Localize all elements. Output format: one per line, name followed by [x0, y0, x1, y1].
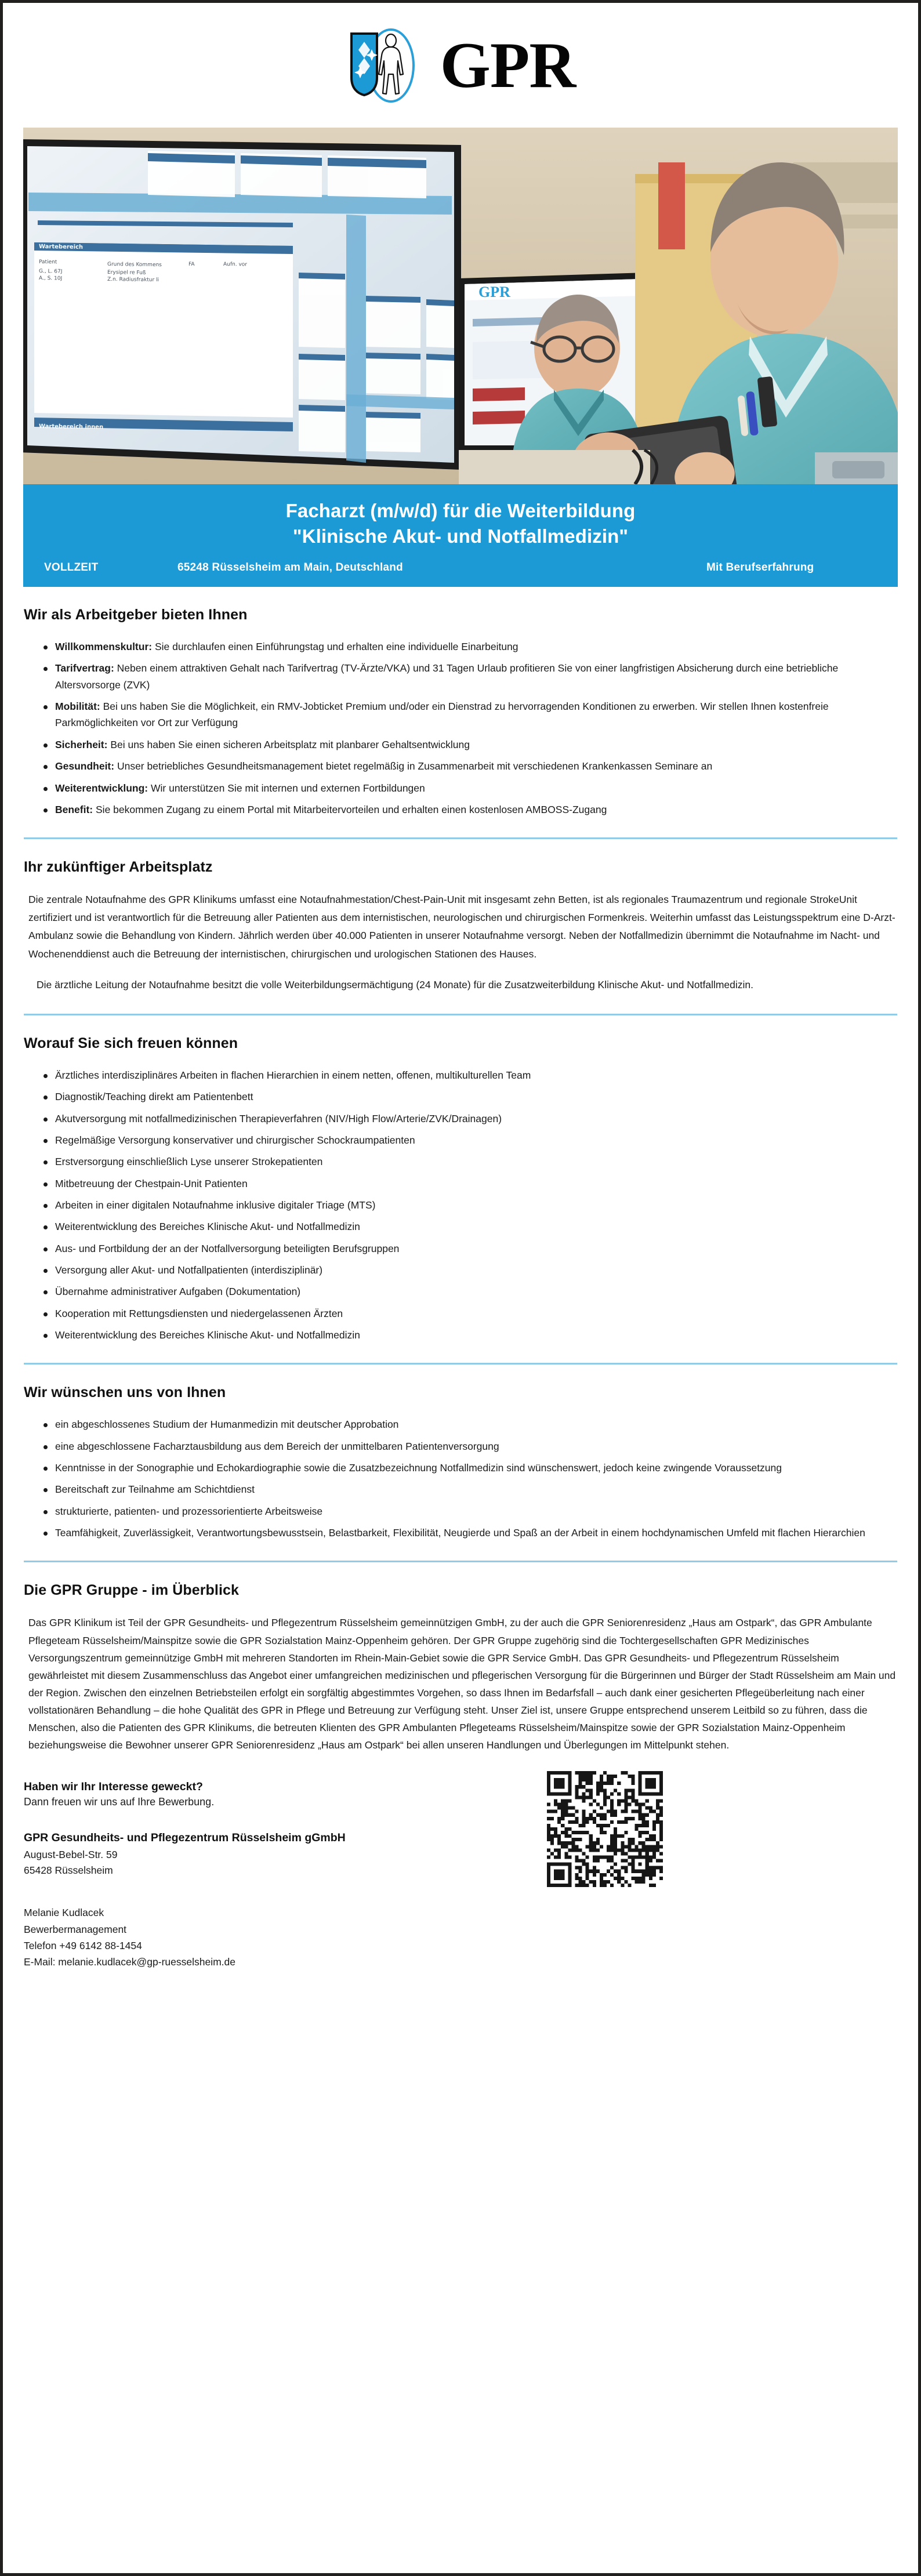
benefit-text: Neben einem attraktiven Gehalt nach Tarifvertrag (TV-Ärzte/VKA) und 31 Tagen Urlaub profitieren Sie von einer langfristigen Absicherung durch eine betriebliche Altersvorsorge (ZVK): [55, 662, 839, 691]
svg-text:Wartebereich: Wartebereich: [38, 244, 84, 251]
list-item: [43, 801, 897, 818]
list-item: Mitbetreuung der Chestpain-Unit Patienten: [43, 1175, 897, 1192]
list-item: Erstversorgung einschließlich Lyse unserer Strokepatienten: [43, 1153, 897, 1170]
cta-text: Dann freuen wir uns auf Ihre Bewerbung.: [24, 1796, 215, 1808]
benefit-label: Mobilität:: [55, 701, 100, 713]
cta-heading: Haben wir Ihr Interesse geweckt?: [24, 1780, 203, 1794]
company-city: 65428 Rüsselsheim: [24, 1864, 113, 1876]
benefit-text: Wir unterstützen Sie mit internen und externen Fortbildungen: [148, 782, 425, 794]
list-item: Diagnostik/Teaching direkt am Patientenbett: [43, 1089, 897, 1105]
svg-text:GPR: GPR: [478, 284, 510, 300]
list-item: Ärztliches interdisziplinäres Arbeiten in flachen Hierarchien in einem netten, offenen, multikulturellen Team: [43, 1067, 897, 1083]
list-item: [43, 638, 897, 655]
contact-email[interactable]: E-Mail: melanie.kudlacek@gp-ruesselsheim.de: [24, 1956, 236, 1968]
gpr-logo: [346, 28, 575, 103]
benefit-label: Willkommenskultur:: [55, 641, 153, 653]
location-badge: 65248 Rüsselsheim am Main, Deutschland: [177, 561, 403, 574]
list-item: Weiterentwicklung des Bereiches Klinische Akut- und Notfallmedizin: [43, 1327, 897, 1343]
benefit-label: Benefit:: [55, 803, 93, 815]
list-item: Bereitschaft zur Teilnahme am Schichtdienst: [43, 1481, 897, 1497]
list-item: ein abgeschlossenes Studium der Humanmedizin mit deutscher Approbation: [43, 1416, 897, 1432]
list-item: strukturierte, patienten- und prozessorientierte Arbeitsweise: [43, 1503, 897, 1519]
logo-header: [3, 3, 918, 128]
list-item: Arbeiten in einer digitalen Notaufnahme inklusive digitaler Triage (MTS): [43, 1197, 897, 1213]
list-item: [43, 698, 897, 731]
benefits-list: [24, 638, 897, 818]
list-item: Kooperation mit Rettungsdiensten und niedergelassenen Ärzten: [43, 1305, 897, 1322]
workplace-paragraph-2: Die ärztliche Leitung der Notaufnahme besitzt die volle Weiterbildungsermächtigung (24 Monate) für die Zusatzweiterbildung Klinische Akut- und Notfallmedizin.: [37, 978, 754, 991]
section-benefits: [24, 587, 897, 839]
svg-text:Z.n. Radiusfraktur li: Z.n. Radiusfraktur li: [107, 277, 159, 284]
list-item: Regelmäßige Versorgung konservativer und chirurgischer Schockraumpatienten: [43, 1132, 897, 1148]
logo-wordmark: GPR: [440, 29, 576, 101]
section-title-tasks: Worauf Sie sich freuen können: [24, 1035, 238, 1051]
section-title-workplace: Ihr zukünftiger Arbeitsplatz: [24, 859, 213, 876]
svg-text:Aufn. vor: Aufn. vor: [223, 262, 248, 268]
job-meta-row: [41, 561, 880, 574]
svg-text:FA: FA: [188, 262, 195, 268]
section-title-group: Die GPR Gruppe - im Überblick: [24, 1582, 240, 1599]
svg-text:Patient: Patient: [38, 259, 57, 266]
list-item: [43, 758, 897, 774]
experience-badge: Mit Berufserfahrung: [706, 561, 814, 574]
list-item: Akutversorgung mit notfallmedizinischen Therapieverfahren (NIV/High Flow/Arterie/ZVK/Drainagen): [43, 1111, 897, 1127]
list-item: Übernahme administrativer Aufgaben (Dokumentation): [43, 1283, 897, 1300]
job-title-line-1: Facharzt (m/w/d) für die Weiterbildung: [285, 500, 636, 521]
page-title: [41, 498, 880, 549]
employment-type-badge: VOLLZEIT: [44, 561, 99, 574]
section-group-overview: [24, 1562, 897, 1754]
list-item: [43, 736, 897, 753]
company-name: GPR Gesundheits- und Pflegezentrum Rüsselsheim gGmbH: [24, 1831, 346, 1845]
benefit-text: Sie durchlaufen einen Einführungstag und erhalten eine individuelle Einarbeitung: [152, 641, 518, 653]
job-content: [3, 587, 918, 1754]
section-workplace: [24, 839, 897, 1015]
section-requirements: [24, 1365, 897, 1562]
benefit-text: Sie bekommen Zugang zu einem Portal mit Mitarbeitervorteilen und erhalten einen kostenlosen AMBOSS-Zugang: [93, 803, 607, 815]
list-item: eine abgeschlossene Facharztausbildung aus dem Bereich der unmittelbaren Patientenversorgung: [43, 1438, 897, 1454]
benefit-label: Weiterentwicklung:: [55, 782, 148, 794]
list-item: [43, 780, 897, 796]
job-title-line-2: "Klinische Akut- und Notfallmedizin": [292, 525, 629, 547]
company-street: August-Bebel-Str. 59: [24, 1849, 118, 1861]
list-item: [43, 660, 897, 693]
svg-text:G., L. 67J: G., L. 67J: [38, 269, 63, 275]
benefit-text: Bei uns haben Sie die Möglichkeit, ein RMV-Jobticket Premium und/oder ein Dienstrad zu hervorragenden Konditionen zu erwerben. Wir stellen Ihnen kostenfreie Parkmöglichkeiten vor Ort zur Verfügung: [55, 701, 829, 729]
hero-photo: [23, 128, 898, 484]
section-tasks: [24, 1015, 897, 1365]
gpr-shield-and-figure-logo: [346, 28, 447, 103]
svg-text:Erysipel re Fuß: Erysipel re Fuß: [107, 270, 146, 276]
job-title-band: [23, 484, 898, 587]
contact-phone[interactable]: Telefon +49 6142 88-1454: [24, 1940, 142, 1952]
list-item: Aus- und Fortbildung der an der Notfallversorgung beteiligten Berufsgruppen: [43, 1240, 897, 1257]
benefit-label: Gesundheit:: [55, 760, 115, 772]
requirements-list: [24, 1416, 897, 1541]
contact-role: Bewerbermanagement: [24, 1923, 127, 1935]
contact-name: Melanie Kudlacek: [24, 1907, 104, 1919]
workplace-paragraph-1: Die zentrale Notaufnahme des GPR Klinikums umfasst eine Notaufnahmestation/Chest-Pain-Unit mit insgesamt zehn Betten, ist als regionales Traumazentrum und regionale StrokeUnit zertifiziert und ist verantwortlich für die Betreuung aller Patienten aus dem internistischen, neurologischen und chirurgischen Formenkreis. Weiterhin umfasst das Leistungsspektrum eine D-Arzt-Ambulanz sowie die Behandlung von Kindern. Jährlich werden über 40.000 Patienten in unserer Notaufnahme versorgt. Neben der Notfallmedizin übernimmt die Notaufnahme im Nacht- und Wochenenddienst auch die Betreuung der internistischen, chirurgischen und urologischen Stationen des Hauses.: [28, 894, 895, 960]
list-item: Weiterentwicklung des Bereiches Klinische Akut- und Notfallmedizin: [43, 1218, 897, 1235]
list-item: Versorgung aller Akut- und Notfallpatienten (interdisziplinär): [43, 1262, 897, 1278]
benefit-label: Sicherheit:: [55, 738, 108, 750]
benefit-label: Tarifvertrag:: [55, 662, 114, 674]
tasks-list: [24, 1067, 897, 1343]
list-item: Kenntnisse in der Sonographie und Echokardiographie sowie die Zusatzbezeichnung Notfallmedizin sind wünschenswert, jedoch keine zwingende Voraussetzung: [43, 1460, 897, 1476]
svg-text:Grund des Kommens: Grund des Kommens: [107, 262, 162, 269]
section-title-requirements: Wir wünschen uns von Ihnen: [24, 1384, 226, 1401]
benefit-text: Bei uns haben Sie einen sicheren Arbeitsplatz mit planbarer Gehaltsentwicklung: [107, 738, 470, 750]
svg-text:A., S. 10J: A., S. 10J: [38, 275, 63, 282]
group-paragraph: Das GPR Klinikum ist Teil der GPR Gesundheits- und Pflegezentrum Rüsselsheim gemeinnützigen GmbH, zu der auch die GPR Seniorenresidenz „Haus am Ostpark“, das GPR Ambulante Pflegeteam Rüsselsheim/Mainspitze sowie die GPR Sozialstation Mainz-Oppenheim gehören. Der GPR Gruppe zugehörig sind die Tochtergesellschaften GPR Medizinisches Versorgungszentrum gemeinnützige GmbH mit mehreren Standorten im Rhein-Main-Gebiet sowie die GPR Service GmbH. Das GPR Gesundheits- und Pflegezentrum Rüsselsheim gewährleistet mit diesem Zusammenschluss das Angebot einer umfangreichen medizinischen und pflegerischen Versorgung für die Bürgerinnen und Bürger der Stadt Rüsselsheim am Main und der Region. Zwischen den einzelnen Betriebsteilen erfolgt ein sorgfältig abgestimmtes Vorgehen, so dass Ihnen im Bedarfsfall – auch dank einer gesicherten Pflegeüberleitung nach einer vollstationären Behandlung – die hohe Qualität des GPR in Pflege und Betreuung zur Verfügung steht. Unser Ziel ist, unsere Gruppe entsprechend unserem Leitbild so zu führen, dass die Menschen, also die Patienten des GPR Klinikums, die betreuten Klienten des GPR Ambulanten Pflegeteams Rüsselsheim/Mainspitze sowie der GPR Sozialstation Mainz-Oppenheim beziehungsweise die Bewohner unserer GPR Seniorenresidenz „Haus am Ostpark“ bei allen unseren Handlungen und Überlegungen im Mittelpunkt stehen.: [28, 1617, 896, 1751]
footer-contact: [3, 1754, 918, 1994]
contact-person-block: [24, 1904, 897, 1970]
section-title-benefits: Wir als Arbeitgeber bieten Ihnen: [24, 607, 248, 623]
qr-code[interactable]: [547, 1771, 663, 1887]
benefit-text: Unser betriebliches Gesundheitsmanagement bietet regelmäßig in Zusammenarbeit mit verschiedenen Krankenkassen Seminare an: [114, 760, 713, 772]
list-item: Teamfähigkeit, Zuverlässigkeit, Verantwortungsbewusstsein, Belastbarkeit, Flexibilität, Neugierde und Spaß an der Arbeit in einem hochdynamischen Umfeld mit flachen Hierarchien: [43, 1525, 897, 1541]
svg-text:Wartebereich innen: Wartebereich innen: [38, 423, 104, 431]
